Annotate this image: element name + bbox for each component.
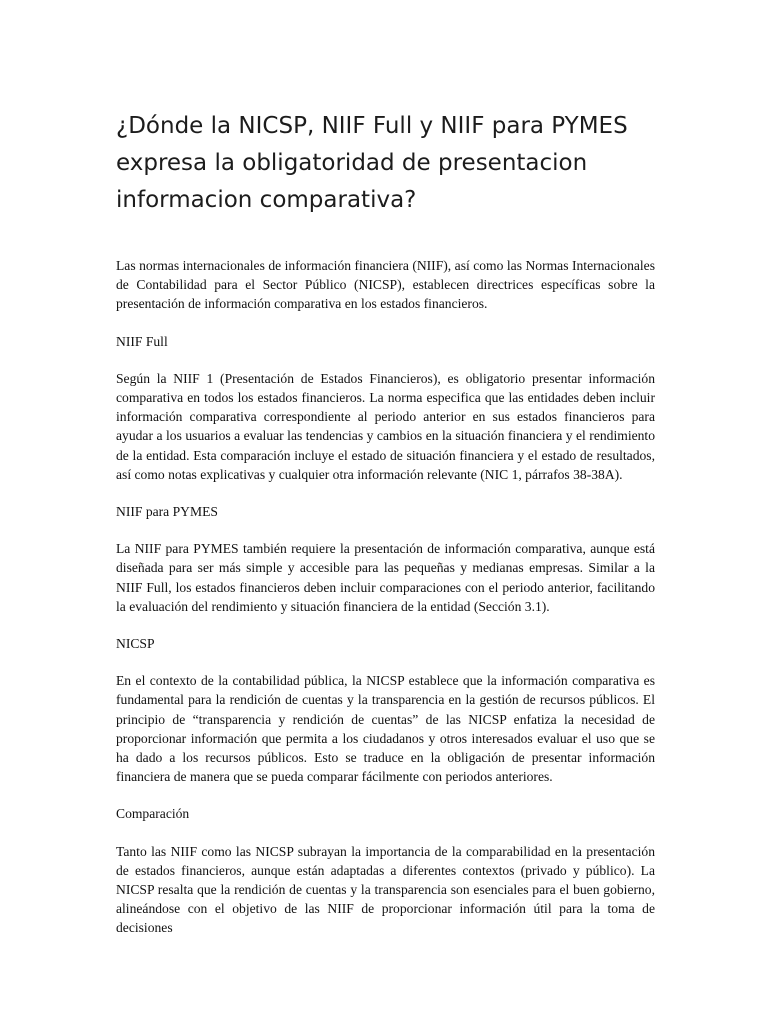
section-heading-niif-pymes: NIIF para PYMES	[116, 504, 218, 520]
section-heading-nicsp: NICSP	[116, 636, 155, 652]
intro-paragraph: Las normas internacionales de información financiera (NIIF), así como las Normas Internacionales de Contabilidad para el Sector Público (NICSP), establecen directrices específicas sobre la presentación de información comparativa en los estados financieros.	[116, 258, 655, 312]
section-paragraph-nicsp: En el contexto de la contabilidad pública, la NICSP establece que la información comparativa es fundamental para la rendición de cuentas y la transparencia en la gestión de recursos públicos. El principio de “transparencia y rendición de cuentas” de las NICSP enfatiza la necesidad de proporcionar información que permita a los ciudadanos y otros interesados evaluar el uso que se ha dado a los recursos públicos. Esto se traduce en la obligación de presentar información financiera de manera que se pueda comparar fácilmente con periodos anteriores.	[116, 673, 655, 785]
section-paragraph-niif-pymes: La NIIF para PYMES también requiere la presentación de información comparativa, aunque está diseñada para ser más simple y accesible para las pequeñas y medianas empresas. Similar a la NIIF Full, los estados financieros deben incluir comparaciones con el periodo anterior, facilitando la evaluación del rendimiento y situación financiera de la entidad (Sección 3.1).	[116, 541, 655, 614]
section-paragraph-niif-full: Según la NIIF 1 (Presentación de Estados Financieros), es obligatorio presentar información comparativa en todos los estados financieros. La norma especifica que las entidades deben incluir información comparativa correspondiente al periodo anterior en sus estados financieros para ayudar a los usuarios a evaluar las tendencias y cambios en la situación financiera y el rendimiento de la entidad. Esta comparación incluye el estado de situación financiera y el estado de resultados, así como notas explicativas y cualquier otra información relevante (NIC 1, párrafos 38-38A).	[116, 370, 655, 482]
section-heading-niif-full: NIIF Full	[116, 333, 168, 349]
section-heading-comparacion: Comparación	[116, 806, 190, 822]
section-paragraph-comparacion: Tanto las NIIF como las NICSP subrayan la importancia de la comparabilidad en la presentación de estados financieros, aunque están adaptadas a diferentes contextos (privado y público). La NICSP resalta que la rendición de cuentas y la transparencia son esenciales para el buen gobierno, alineándose con el objetivo de las NIIF de proporcionar información útil para la toma de decisiones	[116, 843, 655, 936]
document-title: ¿Dónde la NICSP, NIIF Full y NIIF para PYMES expresa la obligatoridad de presentacion informacion comparativa?	[116, 113, 628, 213]
document-body	[116, 256, 655, 956]
